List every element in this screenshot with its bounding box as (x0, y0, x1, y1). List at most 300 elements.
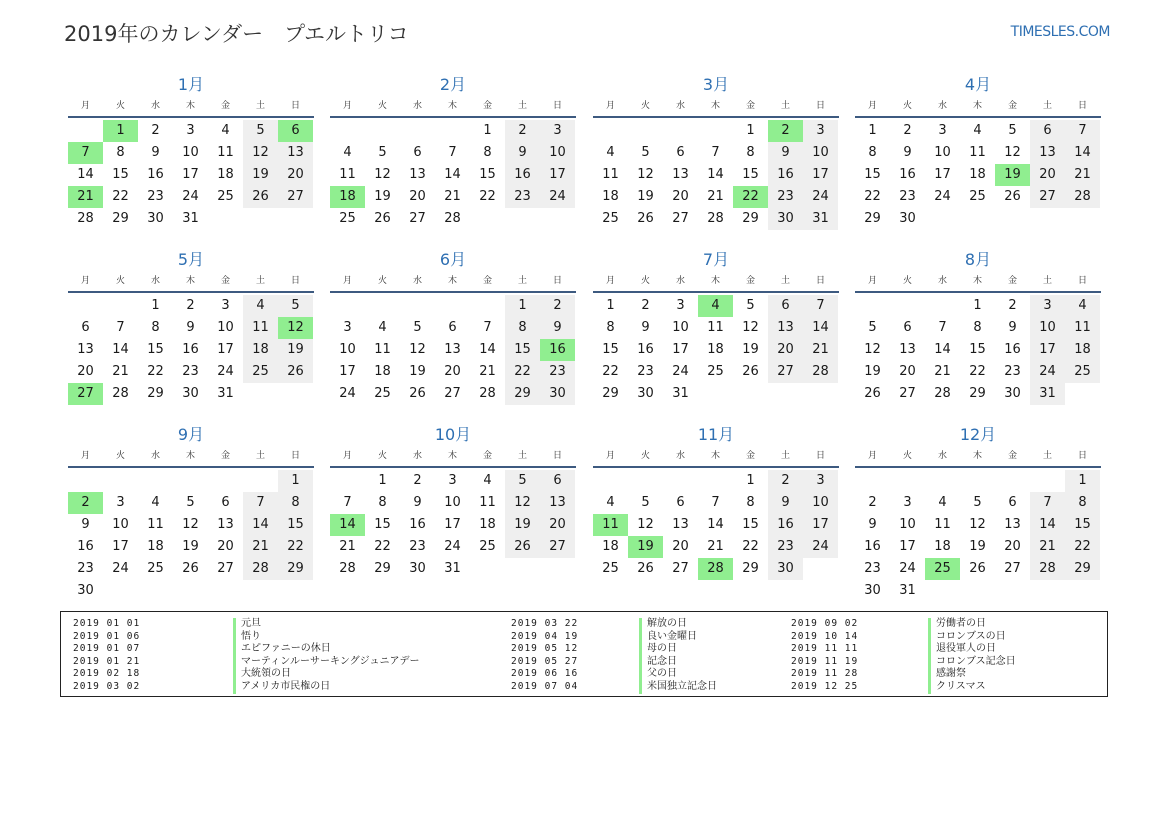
day-cell: 28 (339, 561, 356, 576)
day-cell: 17 (112, 539, 129, 554)
day-cell: 22 (278, 536, 313, 558)
day-cell: 20 (768, 339, 803, 361)
day-cell: 24 (803, 186, 838, 208)
day-cell: 9 (413, 495, 422, 510)
day-cell: 21 (479, 364, 496, 379)
day-cell: 28 (112, 386, 129, 401)
day-cell: 9 (903, 145, 912, 160)
day-cell: 16 (147, 167, 164, 182)
day-cell: 25 (217, 189, 234, 204)
month-block (855, 423, 1101, 602)
day-cell: 21 (934, 364, 951, 379)
day-cell: 8 (868, 145, 877, 160)
weekday-header (855, 272, 1101, 293)
month-title: 9月 (177, 425, 205, 444)
weekday-label: 土 (517, 101, 527, 111)
day-cell: 1 (606, 298, 615, 313)
weekday-label: 日 (290, 451, 300, 461)
day-cell: 17 (803, 164, 838, 186)
weekday-label: 水 (412, 101, 422, 111)
day-cell: 7 (483, 320, 492, 335)
weekday-label: 日 (552, 101, 562, 111)
day-cell: 22 (864, 189, 881, 204)
day-cell: 24 (934, 189, 951, 204)
weekday-label: 火 (902, 101, 912, 111)
empty-cell (68, 470, 103, 492)
holiday-date: 2019 10 14 (791, 630, 859, 642)
day-cell: 15 (742, 517, 759, 532)
weekday-header (855, 97, 1101, 118)
day-cell: 10 (1030, 317, 1065, 339)
day-cell: 15 (742, 167, 759, 182)
day-cell: 10 (803, 142, 838, 164)
weekday-label: 木 (447, 451, 457, 461)
day-cell: 13 (1004, 517, 1021, 532)
weekday-label: 金 (482, 451, 492, 461)
day-cell: 11 (479, 495, 496, 510)
empty-cell (663, 470, 698, 492)
day-cell: 16 (1004, 342, 1021, 357)
day-cell: 8 (505, 317, 540, 339)
holiday-name: 元旦 (233, 618, 261, 631)
weekday-label: 日 (815, 276, 825, 286)
weekday-label: 日 (552, 451, 562, 461)
day-cell: 14 (803, 317, 838, 339)
day-cell: 21 (707, 539, 724, 554)
month-title: 11月 (697, 425, 735, 444)
day-cell: 16 (899, 167, 916, 182)
holiday-name: 感謝祭 (928, 668, 966, 681)
empty-cell (628, 470, 663, 492)
weekday-label: 金 (745, 276, 755, 286)
day-cell: 24 (899, 561, 916, 576)
day-grid (330, 295, 575, 405)
day-cell: 19 (864, 364, 881, 379)
day-cell: 24 (444, 539, 461, 554)
empty-cell (890, 295, 925, 317)
day-cell: 8 (606, 320, 615, 335)
day-cell: 11 (217, 145, 234, 160)
empty-cell (855, 295, 890, 317)
empty-cell (208, 470, 243, 492)
empty-cell (628, 120, 663, 142)
empty-cell (400, 120, 435, 142)
month-block (855, 73, 1101, 230)
day-cell: 25 (1065, 361, 1100, 383)
month-title: 3月 (702, 75, 730, 94)
day-cell: 21 (339, 539, 356, 554)
weekday-label: 月 (867, 276, 877, 286)
day-cell: 6 (676, 495, 685, 510)
day-cell: 6 (903, 320, 912, 335)
day-cell: 22 (742, 539, 759, 554)
day-cell: 14 (243, 514, 278, 536)
weekday-label: 日 (290, 101, 300, 111)
holiday-date: 2019 12 25 (791, 680, 859, 692)
day-cell: 19 (374, 189, 391, 204)
weekday-label: 火 (115, 101, 125, 111)
day-cell: 18 (243, 339, 278, 361)
holiday-day-cell: 21 (68, 186, 103, 208)
day-cell: 2 (413, 473, 422, 488)
holiday-day-cell: 19 (995, 164, 1030, 186)
day-cell: 23 (899, 189, 916, 204)
day-cell: 23 (768, 536, 803, 558)
day-cell: 20 (444, 364, 461, 379)
month-block (855, 248, 1101, 405)
day-cell: 10 (540, 142, 575, 164)
day-cell: 26 (278, 361, 313, 383)
day-cell: 26 (182, 561, 199, 576)
month-block (593, 248, 839, 405)
weekday-label: 水 (937, 101, 947, 111)
day-cell: 7 (711, 145, 720, 160)
day-cell: 23 (1004, 364, 1021, 379)
weekday-label: 木 (710, 276, 720, 286)
weekday-label: 火 (115, 451, 125, 461)
day-cell: 6 (540, 470, 575, 492)
day-cell: 16 (505, 164, 540, 186)
weekday-label: 月 (605, 101, 615, 111)
day-cell: 21 (112, 364, 129, 379)
empty-cell (365, 295, 400, 317)
day-cell: 13 (444, 342, 461, 357)
day-cell: 2 (186, 298, 195, 313)
day-cell: 20 (1030, 164, 1065, 186)
day-cell: 22 (602, 364, 619, 379)
day-cell: 7 (343, 495, 352, 510)
day-cell: 10 (182, 145, 199, 160)
day-cell: 24 (339, 386, 356, 401)
day-cell: 9 (505, 142, 540, 164)
day-cell: 30 (77, 583, 94, 598)
holiday-day-cell: 2 (68, 492, 103, 514)
holiday-name: 父の日 (639, 668, 677, 681)
holiday-date: 2019 01 07 (73, 643, 141, 655)
holiday-day-cell: 2 (768, 120, 803, 142)
day-cell: 18 (147, 539, 164, 554)
weekday-label: 土 (780, 276, 790, 286)
day-cell: 5 (641, 145, 650, 160)
day-cell: 26 (637, 211, 654, 226)
day-cell: 4 (1065, 295, 1100, 317)
day-grid (68, 295, 313, 405)
day-cell: 10 (217, 320, 234, 335)
day-cell: 26 (742, 364, 759, 379)
day-cell: 17 (217, 342, 234, 357)
day-cell: 21 (243, 536, 278, 558)
day-cell: 4 (378, 320, 387, 335)
day-cell: 1 (1065, 470, 1100, 492)
holiday-date: 2019 01 06 (73, 630, 141, 642)
day-cell: 18 (1065, 339, 1100, 361)
empty-cell (925, 470, 960, 492)
day-cell: 17 (803, 514, 838, 536)
day-cell: 3 (186, 123, 195, 138)
day-cell: 13 (278, 142, 313, 164)
day-cell: 7 (243, 492, 278, 514)
weekday-label: 土 (517, 451, 527, 461)
day-cell: 8 (973, 320, 982, 335)
weekday-label: 土 (780, 451, 790, 461)
day-cell: 3 (803, 470, 838, 492)
holiday-day-cell: 11 (593, 514, 628, 536)
day-cell: 6 (221, 495, 230, 510)
day-cell: 23 (77, 561, 94, 576)
day-cell: 28 (1030, 558, 1065, 580)
day-cell: 25 (602, 561, 619, 576)
day-cell: 7 (116, 320, 125, 335)
weekday-label: 月 (605, 451, 615, 461)
day-cell: 3 (221, 298, 230, 313)
weekday-label: 月 (867, 451, 877, 461)
day-cell: 27 (1030, 186, 1065, 208)
day-cell: 25 (602, 211, 619, 226)
day-cell: 5 (243, 120, 278, 142)
day-cell: 5 (868, 320, 877, 335)
holiday-day-cell: 25 (925, 558, 960, 580)
weekday-label: 水 (937, 451, 947, 461)
day-cell: 26 (637, 561, 654, 576)
day-cell: 12 (243, 142, 278, 164)
day-cell: 1 (278, 470, 313, 492)
holiday-day-cell: 1 (103, 120, 138, 142)
weekday-label: 金 (745, 451, 755, 461)
empty-cell (663, 120, 698, 142)
day-grid (593, 120, 838, 230)
day-cell: 16 (637, 342, 654, 357)
day-cell: 13 (672, 167, 689, 182)
day-cell: 17 (934, 167, 951, 182)
day-cell: 19 (243, 164, 278, 186)
holiday-date: 2019 01 01 (73, 618, 141, 629)
day-cell: 23 (505, 186, 540, 208)
day-cell: 31 (217, 386, 234, 401)
day-cell: 1 (151, 298, 160, 313)
day-cell: 13 (217, 517, 234, 532)
day-cell: 23 (768, 186, 803, 208)
holiday-name: 米国独立記念日 (639, 681, 717, 694)
day-cell: 25 (479, 539, 496, 554)
day-cell: 27 (217, 561, 234, 576)
empty-cell (890, 470, 925, 492)
day-cell: 25 (243, 361, 278, 383)
day-cell: 27 (672, 211, 689, 226)
day-cell: 23 (540, 361, 575, 383)
day-cell: 29 (278, 558, 313, 580)
day-grid (855, 295, 1100, 405)
month-title: 1月 (177, 75, 205, 94)
day-cell: 30 (637, 386, 654, 401)
weekday-label: 木 (447, 101, 457, 111)
day-cell: 3 (448, 473, 457, 488)
day-cell: 2 (868, 495, 877, 510)
day-cell: 29 (969, 386, 986, 401)
month-title: 12月 (959, 425, 997, 444)
day-cell: 31 (444, 561, 461, 576)
day-cell: 9 (1008, 320, 1017, 335)
day-cell: 21 (1065, 164, 1100, 186)
day-cell: 3 (938, 123, 947, 138)
weekday-label: 火 (377, 276, 387, 286)
weekday-header (593, 447, 839, 468)
day-cell: 29 (602, 386, 619, 401)
weekday-label: 金 (1007, 101, 1017, 111)
day-cell: 27 (278, 186, 313, 208)
holiday-day-cell: 14 (330, 514, 365, 536)
day-cell: 12 (969, 517, 986, 532)
day-cell: 17 (1030, 339, 1065, 361)
weekday-label: 土 (1042, 276, 1052, 286)
day-cell: 18 (217, 167, 234, 182)
empty-cell (470, 295, 505, 317)
weekday-label: 土 (780, 101, 790, 111)
day-cell: 12 (742, 320, 759, 335)
day-cell: 20 (899, 364, 916, 379)
weekday-header (330, 447, 576, 468)
day-cell: 11 (147, 517, 164, 532)
day-grid (330, 120, 575, 230)
day-cell: 4 (243, 295, 278, 317)
day-cell: 14 (112, 342, 129, 357)
day-cell: 30 (540, 383, 575, 405)
weekday-header (330, 97, 576, 118)
day-cell: 31 (672, 386, 689, 401)
weekday-label: 土 (517, 276, 527, 286)
day-cell: 24 (672, 364, 689, 379)
day-cell: 22 (479, 189, 496, 204)
site-brand-link[interactable]: TIMESLES.COM (1010, 24, 1110, 40)
day-cell: 15 (278, 514, 313, 536)
day-cell: 7 (938, 320, 947, 335)
day-cell: 8 (746, 495, 755, 510)
day-cell: 16 (768, 514, 803, 536)
day-cell: 30 (899, 211, 916, 226)
weekday-label: 水 (412, 276, 422, 286)
day-cell: 14 (707, 517, 724, 532)
day-cell: 2 (151, 123, 160, 138)
month-block (68, 423, 314, 602)
day-cell: 4 (483, 473, 492, 488)
day-cell: 16 (182, 342, 199, 357)
day-cell: 15 (374, 517, 391, 532)
weekday-label: 月 (342, 101, 352, 111)
day-cell: 20 (672, 539, 689, 554)
month-block (330, 423, 576, 580)
day-cell: 25 (147, 561, 164, 576)
day-cell: 25 (707, 364, 724, 379)
day-cell: 4 (221, 123, 230, 138)
day-cell: 4 (606, 145, 615, 160)
day-cell: 2 (540, 295, 575, 317)
weekday-label: 木 (447, 276, 457, 286)
day-cell: 30 (1004, 386, 1021, 401)
day-cell: 7 (1030, 492, 1065, 514)
day-cell: 14 (707, 167, 724, 182)
weekday-label: 日 (815, 101, 825, 111)
day-cell: 28 (444, 211, 461, 226)
weekday-label: 土 (255, 276, 265, 286)
empty-cell (593, 470, 628, 492)
empty-cell (330, 120, 365, 142)
day-cell: 19 (505, 514, 540, 536)
day-cell: 26 (864, 386, 881, 401)
day-cell: 15 (864, 167, 881, 182)
day-cell: 29 (1065, 558, 1100, 580)
empty-cell (593, 120, 628, 142)
day-cell: 13 (77, 342, 94, 357)
day-cell: 8 (1065, 492, 1100, 514)
day-cell: 11 (602, 167, 619, 182)
day-cell: 9 (768, 142, 803, 164)
day-cell: 9 (768, 492, 803, 514)
day-cell: 13 (899, 342, 916, 357)
weekday-header (68, 447, 314, 468)
day-cell: 18 (602, 189, 619, 204)
day-cell: 6 (413, 145, 422, 160)
day-cell: 13 (540, 492, 575, 514)
day-cell: 11 (707, 320, 724, 335)
day-cell: 1 (505, 295, 540, 317)
day-cell: 9 (641, 320, 650, 335)
day-cell: 9 (540, 317, 575, 339)
day-cell: 24 (112, 561, 129, 576)
day-cell: 29 (505, 383, 540, 405)
day-cell: 28 (243, 558, 278, 580)
day-cell: 9 (186, 320, 195, 335)
day-cell: 15 (479, 167, 496, 182)
weekday-label: 火 (902, 276, 912, 286)
day-cell: 12 (637, 517, 654, 532)
day-cell: 5 (641, 495, 650, 510)
day-cell: 30 (864, 583, 881, 598)
day-cell: 12 (182, 517, 199, 532)
day-cell: 20 (77, 364, 94, 379)
day-cell: 1 (746, 473, 755, 488)
weekday-label: 金 (220, 276, 230, 286)
holiday-day-cell: 27 (68, 383, 103, 405)
day-cell: 10 (112, 517, 129, 532)
empty-cell (698, 470, 733, 492)
holiday-date: 2019 11 11 (791, 643, 859, 655)
holiday-list (60, 611, 1108, 697)
holiday-name: マーティンルーサーキングジュニアデー (233, 656, 419, 669)
empty-cell (365, 120, 400, 142)
day-cell: 3 (1030, 295, 1065, 317)
day-cell: 23 (182, 364, 199, 379)
day-cell: 16 (768, 164, 803, 186)
holiday-day-cell: 16 (540, 339, 575, 361)
day-cell: 26 (409, 386, 426, 401)
day-cell: 7 (711, 495, 720, 510)
weekday-label: 水 (675, 276, 685, 286)
day-cell: 11 (969, 145, 986, 160)
day-grid (330, 470, 575, 580)
day-cell: 21 (1030, 536, 1065, 558)
day-cell: 27 (899, 386, 916, 401)
weekday-label: 金 (220, 451, 230, 461)
month-block (68, 73, 314, 230)
holiday-date: 2019 11 19 (791, 655, 859, 667)
weekday-label: 火 (115, 276, 125, 286)
month-title: 10月 (434, 425, 472, 444)
day-cell: 8 (378, 495, 387, 510)
holiday-day-cell: 18 (330, 186, 365, 208)
day-cell: 18 (969, 167, 986, 182)
holiday-date: 2019 05 27 (511, 655, 579, 667)
day-cell: 23 (409, 539, 426, 554)
day-cell: 26 (505, 536, 540, 558)
